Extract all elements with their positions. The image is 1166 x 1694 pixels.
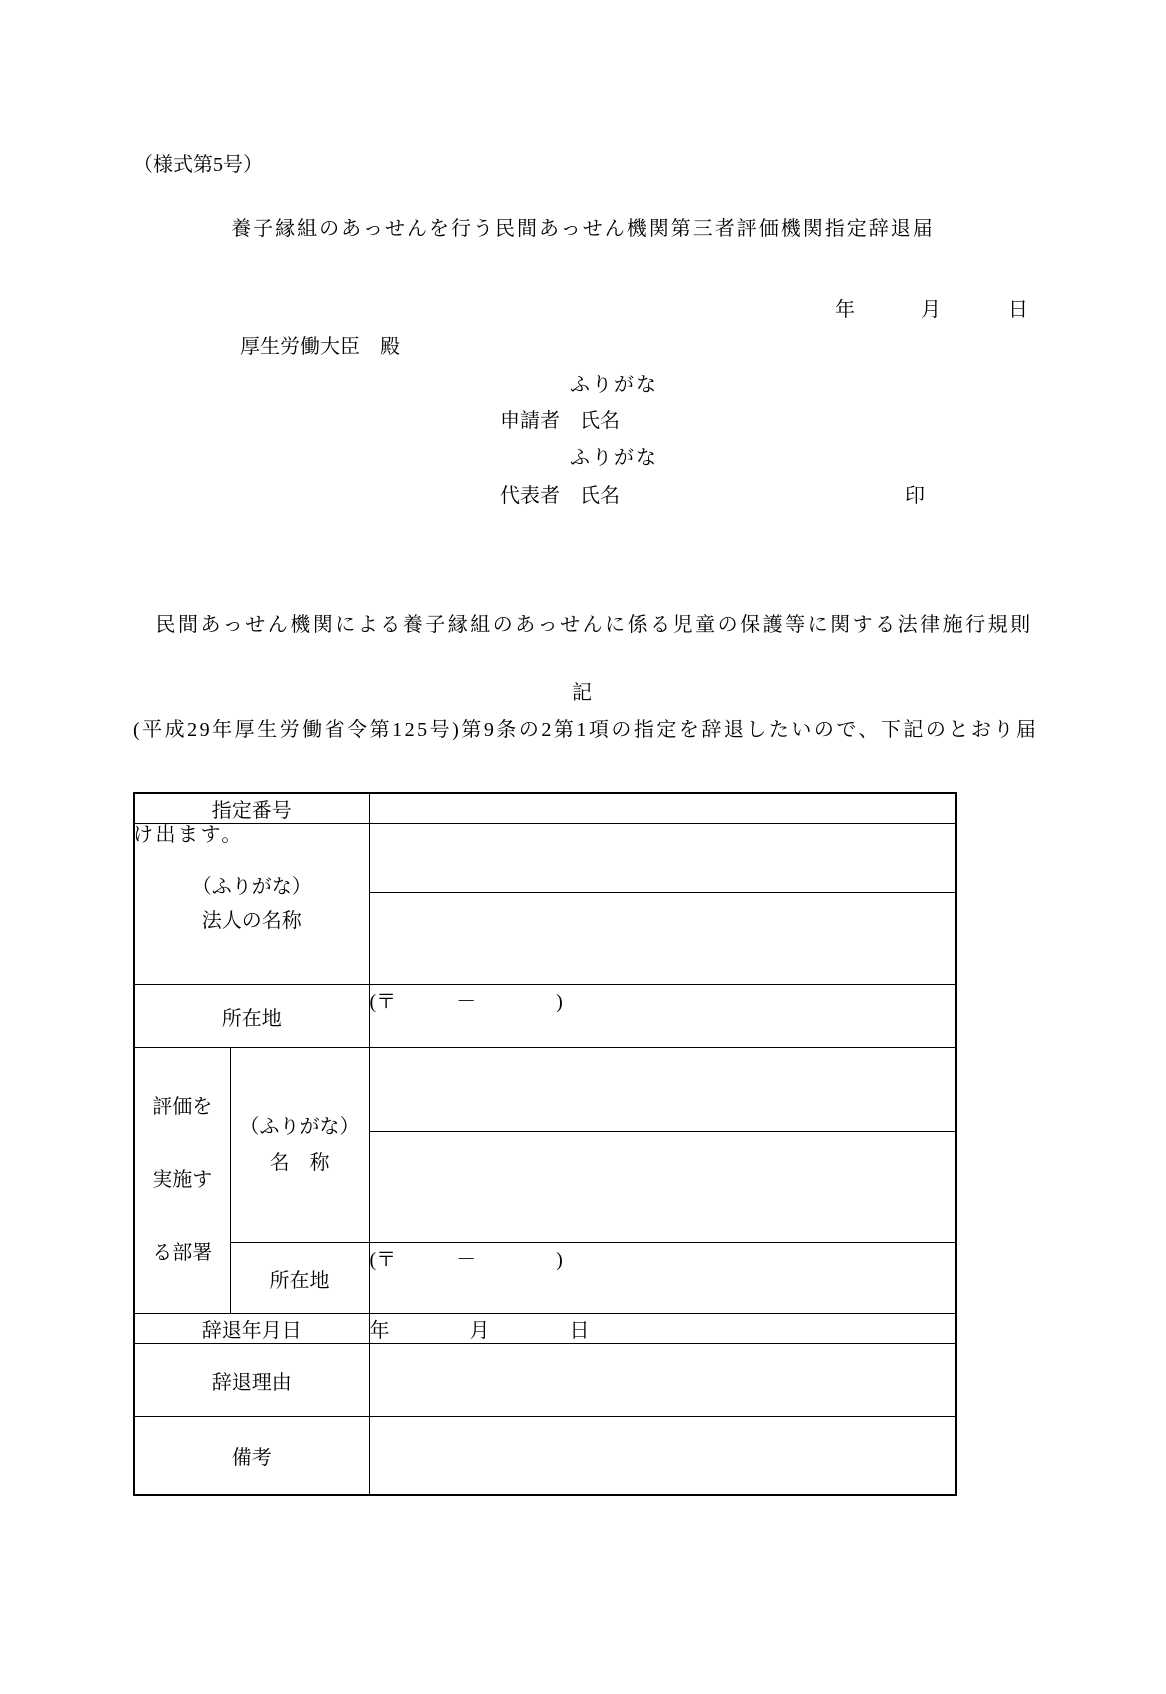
dept-group-label-line: る部署 [152,1242,213,1264]
withdrawal-reason-field [369,1344,956,1417]
corp-address-field: (〒 － ) [369,985,956,1048]
date-year-label: 年 [835,299,855,321]
seal-label: 印 [905,485,925,507]
remarks-label: 備考 [134,1417,369,1495]
dept-furigana-label: （ふりがな） [239,1116,360,1139]
date-month-label: 月 [921,299,941,321]
dept-group-label-line: 評価を [152,1096,213,1118]
applicant-name-label: 申請者 氏名 [500,410,620,432]
date-line [0,293,1166,319]
designation-number-label: 指定番号 [134,793,369,824]
corp-furigana-field [369,824,956,893]
document-title: 養子縁組のあっせんを行う民間あっせん機関第三者評価機関指定辞退届 [231,218,935,240]
representative-furigana-label: ふりがな [570,447,658,469]
date-day-label: 日 [1008,299,1028,321]
corp-name-label: 法人の名称 [201,910,302,932]
dept-group-label-line: 実施す [152,1169,213,1191]
body-line: (平成29年厚生労働省令第125号)第9条の2第1項の指定を辞退したいので、下記のとおり届 [133,719,1039,741]
dept-group-label [134,1048,230,1314]
representative-name-label: 代表者 氏名 [500,485,620,507]
body-line: け出ます。 [133,824,244,846]
withdrawal-date-field: 年 月 日 [369,1314,956,1344]
designation-number-field [369,793,956,824]
corp-address-label: 所在地 [134,985,369,1048]
corp-furigana-label: （ふりがな） [191,876,312,898]
dept-address-field: (〒 － ) [369,1243,956,1314]
dept-name-label-cell [230,1048,369,1243]
withdrawal-date-label: 辞退年月日 [134,1314,369,1344]
form-table [133,746,957,1542]
body-line: 民間あっせん機関による養子縁組のあっせんに係る児童の保護等に関する法律施行規則 [133,614,1033,636]
addressee-line: 厚生労働大臣 殿 [240,336,400,358]
dept-name-label: 名 称 [269,1152,330,1175]
dept-address-label: 所在地 [230,1243,369,1314]
remarks-field [369,1417,956,1495]
corp-name-field [369,892,956,984]
corp-name-label-cell [134,824,369,985]
form-number: （様式第5号） [133,154,263,176]
withdrawal-reason-label: 辞退理由 [134,1344,369,1417]
record-heading: 記 [572,682,594,704]
dept-furigana-field [369,1048,956,1132]
dept-name-field [369,1131,956,1242]
applicant-furigana-label: ふりがな [570,374,658,396]
